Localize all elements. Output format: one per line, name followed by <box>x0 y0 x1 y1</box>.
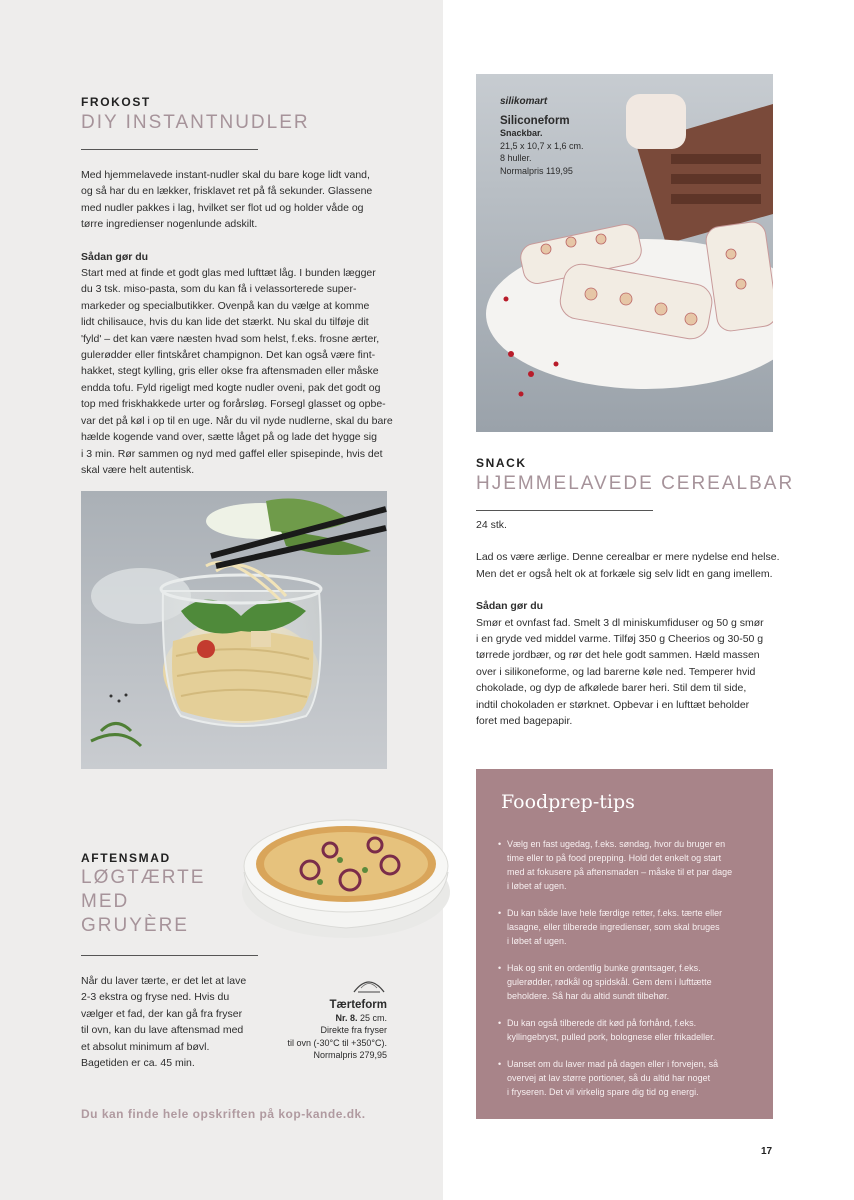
tart-product-name: Tærteform <box>329 999 387 1011</box>
page-number: 17 <box>761 1146 773 1157</box>
tart-product-caption <box>282 999 387 1062</box>
tart-product-number: Nr. 8. <box>335 1012 358 1023</box>
recipe-link-note: Du kan finde hele opskriften på kop-kande.dk. <box>81 1107 366 1121</box>
snack-method-heading: Sådan gør du <box>476 600 544 613</box>
snack-yield: 24 stk. <box>476 519 507 531</box>
aftensmad-title-line-3: GRUYÈRE <box>81 915 189 936</box>
foodprep-tips-box <box>476 769 773 1119</box>
frokost-intro: Med hjemmelavede instant-nudler skal du bare koge lidt vand, og så har du en lækker, frisklavet ret på få sekunder. Glassene med nudler pakkes i lag, hvilket ser flot ud og holder våde og tørre ingredienser nogenlunde adskilt. <box>81 169 373 231</box>
tip-item: • Du kan både lave hele færdige retter, f.eks. tærte eller lasagne, eller tilberede ingredienser, som skal bruges i løbet af ugen. <box>498 906 752 948</box>
frokost-kicker: FROKOST <box>81 95 151 109</box>
frokost-title: DIY INSTANTNUDLER <box>81 112 310 133</box>
noodle-jar-photo <box>81 491 387 769</box>
aftensmad-divider <box>81 955 258 956</box>
aftensmad-title <box>81 866 205 938</box>
tips-list <box>498 837 752 1112</box>
frokost-divider <box>81 149 258 150</box>
frokost-method: Start med at finde et godt glas med lufttæt låg. I bunden lægger du 3 tsk. miso-pasta, som du kan få i velassorterede super- markeder og specialbutikker. Ovenpå kan du vælge at komme lidt chilisauce, hvis du kan lide det stærkt. Nu skal du tilføje dit 'fyld' – det kan være næsten hvad som helst, f.eks. frosne ærter, gulerødder eller fintskåret champignon. Det kan også være fint- hakket, stegt kylling, gris eller okse fra aftensmaden eller måske endda tofu. Fyld rigeligt med kogte nudler oveni, pak det godt og top med friskhakkede urter og forårsløg. Forsegl glasset og opbe- var det på køl i op til en uge. Når du vil nyde nudlerne, skal du bare hælde kogende vand over, sætte låget på og lade det hygge sig i 3 min. Rør sammen og nyd med gaffel eller spisepinde, hvis det skal være helt autentisk. <box>81 267 393 476</box>
aftensmad-kicker: AFTENSMAD <box>81 851 171 865</box>
silicone-product-details: 21,5 x 10,7 x 1,6 cm. 8 huller. Normalpris 119,95 <box>500 140 584 176</box>
tip-item: • Uanset om du laver mad på dagen eller i forvejen, så overvej at lav større portioner, så du altid har noget i fryseren. Det vil virkelig spare dig tid og energi. <box>498 1057 752 1099</box>
tip-item: • Vælg en fast ugedag, f.eks. søndag, hvor du bruger en time eller to på food prepping. Hold det enkelt og start med at fokusere på aftensmaden – måske til et par dage i løbet af ugen. <box>498 837 752 893</box>
aftensmad-text: Når du laver tærte, er det let at lave 2-3 ekstra og fryse ned. Hvis du vælger et fad, der kan gå fra fryser til ovn, kan du lave aftensmad med et absolut minimum af bøvl. Bagetiden er ca. 45 min. <box>81 975 247 1070</box>
silicone-product-name: Siliconeform <box>500 114 570 127</box>
snack-body <box>476 517 806 729</box>
aftensmad-title-line-2: MED <box>81 891 130 912</box>
frokost-method-heading: Sådan gør du <box>81 250 149 263</box>
snack-kicker: SNACK <box>476 456 527 470</box>
tip-item: • Du kan også tilberede dit kød på forhånd, f.eks. kyllingebryst, pulled pork, bolognese eller frikadeller. <box>498 1016 752 1044</box>
aftensmad-body <box>81 973 281 1071</box>
tip-item: • Hak og snit en ordentlig bunke grøntsager, f.eks. gulerødder, rødkål og spidskål. Gem dem i lufttætte beholdere. Så har du altid sundt tilbehør. <box>498 961 752 1003</box>
silikomart-logo: silikomart <box>500 96 548 107</box>
snack-divider <box>476 510 653 511</box>
snack-intro: Lad os være ærlige. Denne cerealbar er mere nydelse end helse. Men det er også helt ok at forkæle sig selv lidt en gang imellem. <box>476 551 780 580</box>
tart-product-size: 25 cm. <box>359 1012 387 1023</box>
tart-product-details: Direkte fra fryser til ovn (-30°C til +350°C). Normalpris 279,95 <box>287 1025 387 1060</box>
silicone-product-type: Snackbar. <box>500 128 543 138</box>
snack-method: Smør et ovnfast fad. Smelt 3 dl miniskumfiduser og 50 g smør i en gryde ved middel varme. Tilføj 350 g Cheerios og 30-50 g tørrede jordbær, og rør det hele godt sammen. Hæld massen over i silikoneforme, og lad barerne køle ned. Temperer hvid chokolade, og dyp de afkølede barer heri. Stil dem til side, indtil chokoladen er størknet. Opbevar i en lufttæt beholder foret med bagepapir. <box>476 616 764 728</box>
silicone-product-caption <box>500 96 610 177</box>
aftensmad-title-line-1: LØGTÆRTE <box>81 867 206 888</box>
tart-brand-seal-icon <box>352 976 386 994</box>
onion-tart-photo <box>240 810 452 942</box>
tips-title: Foodprep-tips <box>501 791 635 813</box>
snack-title: HJEMMELAVEDE CEREALBAR <box>476 473 795 494</box>
frokost-body <box>81 167 401 478</box>
